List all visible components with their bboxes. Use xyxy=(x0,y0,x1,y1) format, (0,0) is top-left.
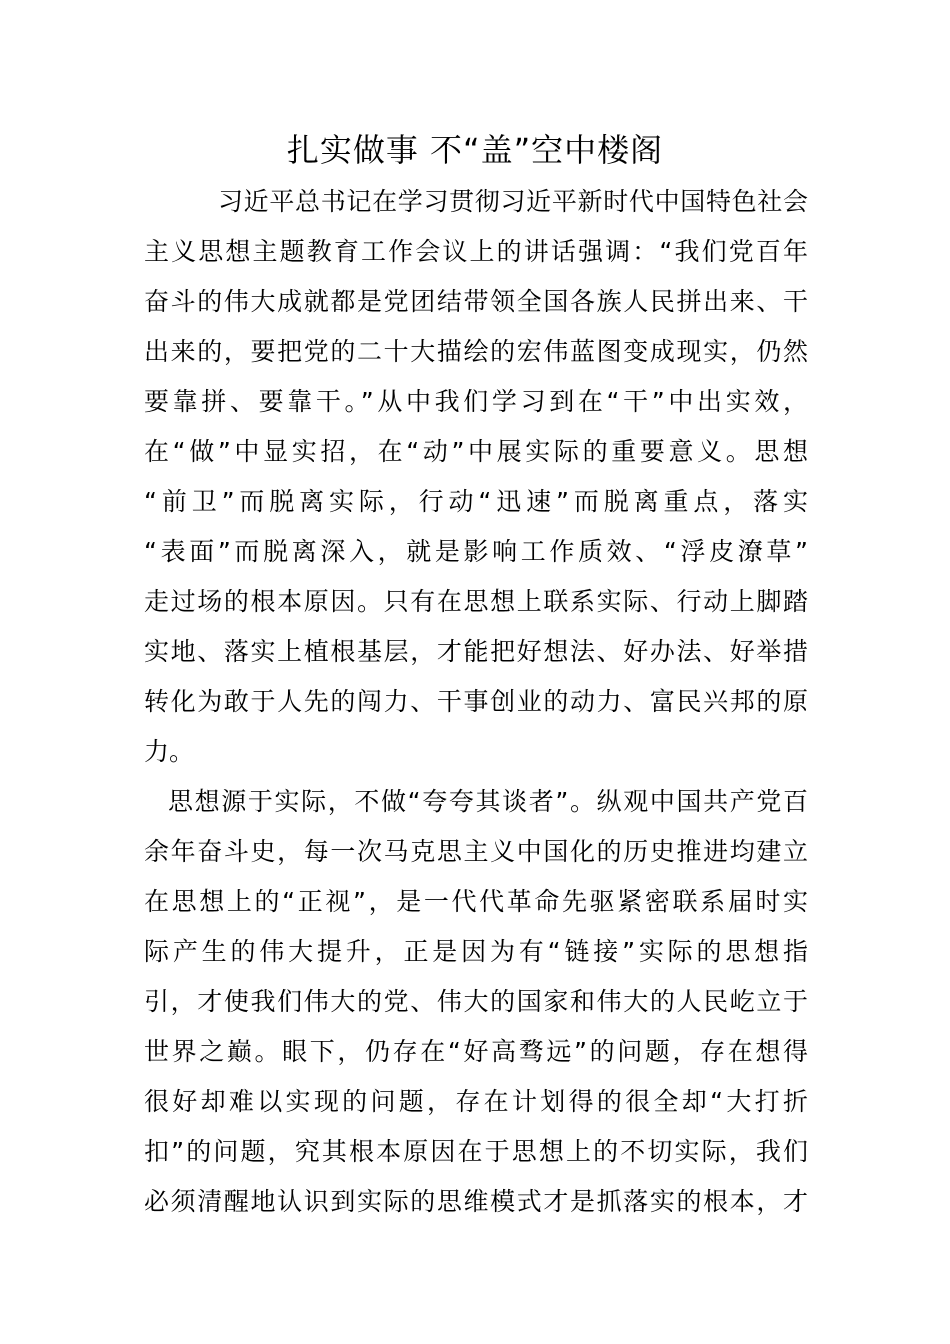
paragraph-2-line-3: 在思想上的“正视”，是一代代革命先驱紧密联系届时实 xyxy=(144,887,808,916)
paragraph-1-line-6: 在“做”中显实招，在“动”中展实际的重要意义。思想 xyxy=(144,437,808,466)
document-body xyxy=(144,177,808,1227)
paragraph-1-line-4: 出来的，要把党的二十大描绘的宏伟蓝图变成现实，仍然 xyxy=(144,337,808,366)
paragraph-1-line-9: 走过场的根本原因。只有在思想上联系实际、行动上脚踏 xyxy=(144,587,808,616)
paragraph-1-line-12: 力。 xyxy=(144,737,195,766)
paragraph-2-line-8: 扣”的问题，究其根本原因在于思想上的不切实际，我们 xyxy=(144,1137,808,1166)
paragraph-1-line-10: 实地、落实上植根基层，才能把好想法、好办法、好举措 xyxy=(144,637,808,666)
paragraph-2-line-9: 必须清醒地认识到实际的思维模式才是抓落实的根本，才 xyxy=(144,1187,808,1216)
paragraph-2-line-2: 余年奋斗史，每一次马克思主义中国化的历史推进均建立 xyxy=(144,837,808,866)
paragraph-2-line-7: 很好却难以实现的问题，存在计划得的很全却“大打折 xyxy=(144,1087,808,1116)
paragraph-1-line-3: 奋斗的伟大成就都是党团结带领全国各族人民拼出来、干 xyxy=(144,287,808,316)
document-title: 扎实做事 不“盖”空中楼阁 xyxy=(286,131,664,169)
paragraph-1-line-1: 习近平总书记在学习贯彻习近平新时代中国特色社会 xyxy=(218,187,808,216)
paragraph-1-line-7: “前卫”而脱离实际，行动“迅速”而脱离重点，落实 xyxy=(144,487,808,516)
paragraph-2-line-1: 思想源于实际，不做“夸夸其谈者”。纵观中国共产党百 xyxy=(168,787,808,816)
paragraph-1-line-5: 要靠拼、要靠干。”从中我们学习到在“干”中出实效， xyxy=(144,387,808,416)
paragraph-2-line-5: 引，才使我们伟大的党、伟大的国家和伟大的人民屹立于 xyxy=(144,987,808,1016)
paragraph-2-line-4: 际产生的伟大提升，正是因为有“链接”实际的思想指 xyxy=(144,937,808,966)
paragraph-1-line-11: 转化为敢于人先的闯力、干事创业的动力、富民兴邦的原 xyxy=(144,687,808,716)
paragraph-1-line-2: 主义思想主题教育工作会议上的讲话强调：“我们党百年 xyxy=(144,237,808,266)
paragraph-1-line-8: “表面”而脱离深入，就是影响工作质效、“浮皮潦草” xyxy=(144,537,808,566)
paragraph-2-line-6: 世界之巅。眼下，仍存在“好高骛远”的问题，存在想得 xyxy=(144,1037,808,1066)
